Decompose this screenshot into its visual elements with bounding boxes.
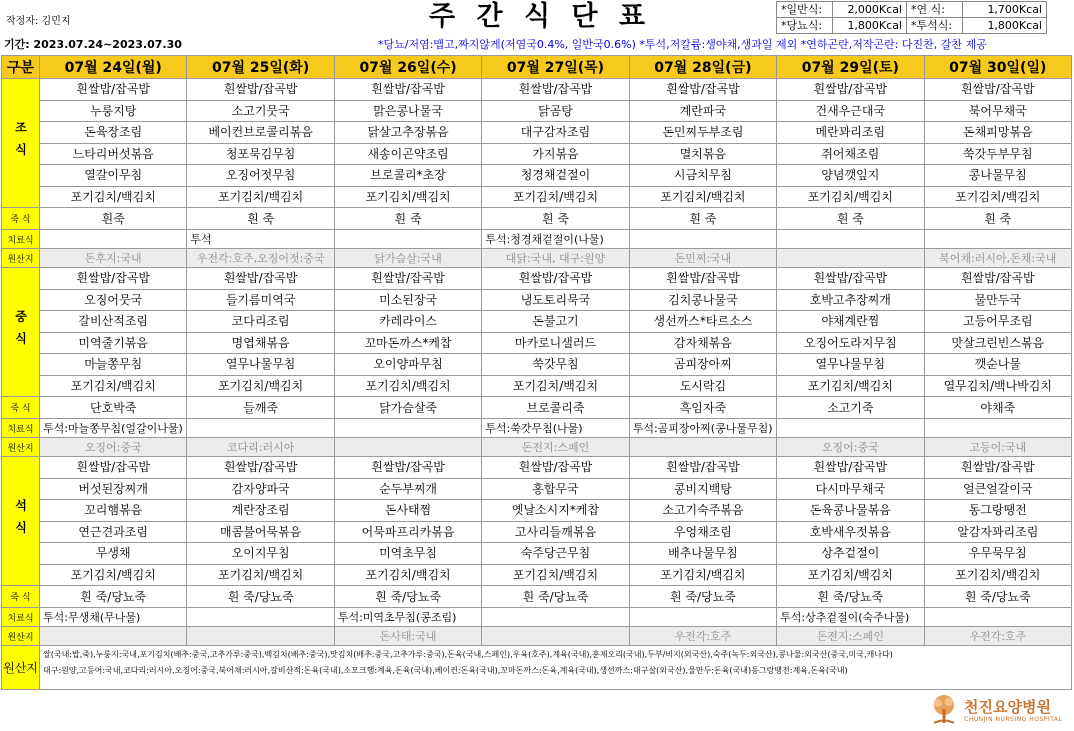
menu-item: 흰쌀밥/잡곡밥: [187, 268, 334, 290]
menu-item: 꼬리햄볶음: [40, 500, 187, 522]
therapy-cell: 투석: [187, 230, 334, 249]
therapy-cell: 투석:상추겉절이(숙주나물): [777, 608, 924, 627]
period-label: 기간: 2023.07.24~2023.07.30: [4, 38, 182, 51]
menu-item: 흰쌀밥/잡곡밥: [777, 268, 924, 290]
therapy-cell: 투석:쑥갓무침(나물): [482, 419, 629, 438]
origin-cell: 돈사태:국내: [334, 627, 481, 646]
therapy-cell: 투석:곰피장아찌(콩나물무침): [629, 419, 776, 438]
menu-item: 흰쌀밥/잡곡밥: [40, 457, 187, 479]
juk-row: [2, 208, 1072, 230]
breakfast-row: [2, 143, 1072, 165]
menu-item: 미소된장국: [334, 289, 481, 311]
juk-cell: 흰 죽: [334, 208, 481, 230]
origin-note-line: 대구:원양,고등어:국내,코다리:러시아,오징어:중국,북어채:러시아,갈비산적:돈육(국내),소모크햄:계육,돈육(국내),베이컨:돈육(국내),꼬마돈까스:돈육,계육(국내),생선까스:대구살(외국산),물만두:돈육(국내)동그랑땡전:계육,돈육(국내): [43, 666, 848, 675]
origin-cell: 코다리:러시아: [187, 438, 334, 457]
menu-item: 쥐어채조림: [777, 143, 924, 165]
menu-item: 오징어뭇국: [40, 289, 187, 311]
calorie-label: *투석식:: [907, 18, 963, 34]
menu-item: 시금치무침: [629, 165, 776, 187]
juk-cell: 흰 죽/당뇨죽: [924, 586, 1071, 608]
origin-cell: 우전각:호주: [629, 627, 776, 646]
origin-cell: 북어채:러시아,돈채:국내: [924, 249, 1071, 268]
therapy-cell: [40, 230, 187, 249]
calorie-row-2: [777, 18, 1047, 34]
menu-item: 돈사태찜: [334, 500, 481, 522]
calorie-value: 2,000Kcal: [833, 2, 907, 18]
menu-item: 느타리버섯볶음: [40, 143, 187, 165]
juk-cell: 들깨죽: [187, 397, 334, 419]
juk-cell: 흰 죽/당뇨죽: [482, 586, 629, 608]
menu-item: 흰쌀밥/잡곡밥: [482, 79, 629, 101]
lunch-label: 중식: [2, 268, 40, 397]
menu-item: 흰쌀밥/잡곡밥: [482, 268, 629, 290]
menu-item: 흰쌀밥/잡곡밥: [187, 457, 334, 479]
menu-item: 포기김치/백김치: [924, 564, 1071, 586]
menu-item: 흰쌀밥/잡곡밥: [629, 457, 776, 479]
menu-item: 닭곰탕: [482, 100, 629, 122]
lunch-row: [2, 289, 1072, 311]
calorie-row-1: [777, 2, 1047, 18]
origin-cell: 고등어:국내: [924, 438, 1071, 457]
dinner-row: [2, 457, 1072, 479]
day-header-row: [2, 56, 1072, 79]
origin-cell: 오징어:중국: [40, 438, 187, 457]
calorie-value: 1,800Kcal: [963, 18, 1047, 34]
therapy-cell: 투석:무생채(무나물): [40, 608, 187, 627]
menu-item: 깻순나물: [924, 354, 1071, 376]
menu-item: 열무나물무침: [187, 354, 334, 376]
menu-item: 대구감자조림: [482, 122, 629, 144]
menu-item: 소고기뭇국: [187, 100, 334, 122]
lunch-row: [2, 354, 1072, 376]
menu-item: 포기김치/백김치: [482, 564, 629, 586]
menu-item: 감자양파국: [187, 478, 334, 500]
therapy-cell: [482, 608, 629, 627]
menu-item: 포기김치/백김치: [629, 564, 776, 586]
lunch-row: [2, 311, 1072, 333]
menu-item: 계란파국: [629, 100, 776, 122]
menu-item: 맛살크린빈스볶음: [924, 332, 1071, 354]
day-header: 07월 28일(금): [629, 56, 776, 79]
breakfast-row: [2, 79, 1072, 101]
menu-item: 순두부찌개: [334, 478, 481, 500]
origin-cell: [334, 438, 481, 457]
menu-item: 마카로니샐러드: [482, 332, 629, 354]
therapy-cell: [777, 419, 924, 438]
menu-item: 버섯된장찌개: [40, 478, 187, 500]
juk-cell: 흰 죽/당뇨죽: [629, 586, 776, 608]
menu-item: 어묵파프리카볶음: [334, 521, 481, 543]
day-header: 07월 24일(월): [40, 56, 187, 79]
menu-item: 미역줄기볶음: [40, 332, 187, 354]
menu-item: 열갈이무침: [40, 165, 187, 187]
dinner-row: [2, 564, 1072, 586]
menu-item: 포기김치/백김치: [40, 564, 187, 586]
menu-item: 김치콩나물국: [629, 289, 776, 311]
menu-item: 배추나물무침: [629, 543, 776, 565]
origin-cell: 대닭:국내, 대구:원양: [482, 249, 629, 268]
origin-cell: [187, 627, 334, 646]
origin-cell: 닭가슴살:국내: [334, 249, 481, 268]
day-header: 07월 26일(수): [334, 56, 481, 79]
origin-row: [2, 627, 1072, 646]
menu-item: 명엽채볶음: [187, 332, 334, 354]
origin-cell: 돈후지:국내: [40, 249, 187, 268]
menu-item: 콩비지백탕: [629, 478, 776, 500]
menu-item: 포기김치/백김치: [40, 186, 187, 208]
juk-row: [2, 397, 1072, 419]
menu-item: 포기김치/백김치: [334, 375, 481, 397]
therapy-cell: [777, 230, 924, 249]
hospital-logo: [928, 694, 1068, 728]
therapy-cell: 투석:마늘쫑무침(얼갈이나물): [40, 419, 187, 438]
menu-item: 다시마무채국: [777, 478, 924, 500]
juk-cell: 단호박죽: [40, 397, 187, 419]
menu-item: 감자채볶음: [629, 332, 776, 354]
day-header: 07월 29일(토): [777, 56, 924, 79]
menu-item: 새송이곤약조림: [334, 143, 481, 165]
menu-item: 포기김치/백김치: [482, 375, 629, 397]
juk-cell: 소고기죽: [777, 397, 924, 419]
origin-cell: [40, 627, 187, 646]
juk-label: 죽 식: [2, 397, 40, 419]
menu-item: 우무묵무침: [924, 543, 1071, 565]
juk-cell: 흰 죽/당뇨죽: [334, 586, 481, 608]
origin-cell: 우전각:호주: [924, 627, 1071, 646]
menu-item: 우엉채조림: [629, 521, 776, 543]
therapy-row: [2, 230, 1072, 249]
menu-item: 동그랑땡전: [924, 500, 1071, 522]
therapy-cell: [334, 419, 481, 438]
menu-item: 계란장조림: [187, 500, 334, 522]
origin-cell: 오징어:중국: [777, 438, 924, 457]
menu-item: 포기김치/백김치: [777, 375, 924, 397]
menu-item: 돈민찌두부조림: [629, 122, 776, 144]
menu-item: 콩나물무침: [924, 165, 1071, 187]
day-header: 07월 25일(화): [187, 56, 334, 79]
therapy-label: 치료식: [2, 419, 40, 438]
lunch-row: [2, 332, 1072, 354]
origin-row: [2, 249, 1072, 268]
therapy-cell: [629, 608, 776, 627]
menu-item: 포기김치/백김치: [187, 186, 334, 208]
menu-item: 흰쌀밥/잡곡밥: [40, 268, 187, 290]
menu-item: 옛날소시지*케찹: [482, 500, 629, 522]
origin-note-line: 쌀(국내:밥,죽),누룽지:국내,포기김치(배추:중국,고추가루:중국),백김치(배추:중국),맛김치(배추:중국,고추가루:중국),돈육(국내,스페인),우육(호주),계육(국내),훈제오리(국내),두부/비지(외국산),숙주(녹두:외국산),콩나물:외국산(중국,미국,캐나다): [43, 650, 893, 659]
juk-cell: 흰 죽/당뇨죽: [40, 586, 187, 608]
breakfast-row: [2, 122, 1072, 144]
therapy-cell: [629, 230, 776, 249]
juk-label: 죽 식: [2, 208, 40, 230]
dinner-row: [2, 543, 1072, 565]
juk-cell: 흑임자죽: [629, 397, 776, 419]
menu-item: 홍합무국: [482, 478, 629, 500]
menu-item: 돈불고기: [482, 311, 629, 333]
menu-item: 청포묵김무침: [187, 143, 334, 165]
menu-item: 흰쌀밥/잡곡밥: [924, 79, 1071, 101]
juk-cell: 야채죽: [924, 397, 1071, 419]
menu-item: 갈비산적조림: [40, 311, 187, 333]
origin-notes: [40, 646, 1072, 690]
juk-label: 죽 식: [2, 586, 40, 608]
tree-logo-icon: [928, 694, 960, 726]
day-header: 07월 27일(목): [482, 56, 629, 79]
menu-item: 포기김치/백김치: [187, 375, 334, 397]
lunch-row: [2, 268, 1072, 290]
menu-item: 곰피장아찌: [629, 354, 776, 376]
dinner-row: [2, 478, 1072, 500]
therapy-cell: [924, 608, 1071, 627]
menu-item: 포기김치/백김치: [187, 564, 334, 586]
calorie-label: *일반식:: [777, 2, 833, 18]
menu-item: 냉도토리묵국: [482, 289, 629, 311]
dinner-label: 석식: [2, 457, 40, 586]
therapy-row: [2, 419, 1072, 438]
menu-item: 포기김치/백김치: [40, 375, 187, 397]
menu-item: 오징어젓무침: [187, 165, 334, 187]
dinner-row: [2, 500, 1072, 522]
menu-item: 흰쌀밥/잡곡밥: [777, 79, 924, 101]
menu-item: 흰쌀밥/잡곡밥: [924, 268, 1071, 290]
origin-notes-row: [2, 646, 1072, 690]
juk-cell: 흰 죽/당뇨죽: [777, 586, 924, 608]
menu-item: 건새우근대국: [777, 100, 924, 122]
origin-cell: 돈전지:스페인: [777, 627, 924, 646]
juk-cell: 닭가슴살죽: [334, 397, 481, 419]
menu-item: 흰쌀밥/잡곡밥: [924, 457, 1071, 479]
breakfast-row: [2, 165, 1072, 187]
therapy-cell: 투석:미역초무침(콩조림): [334, 608, 481, 627]
therapy-cell: [334, 230, 481, 249]
category-header: 구분: [2, 56, 40, 79]
origin-row: [2, 438, 1072, 457]
menu-item: 상추겉절이: [777, 543, 924, 565]
menu-item: 흰쌀밥/잡곡밥: [629, 79, 776, 101]
menu-item: 고등어무조림: [924, 311, 1071, 333]
juk-cell: 흰죽: [40, 208, 187, 230]
menu-item: 멸치볶음: [629, 143, 776, 165]
logo-name: 천진요양병원: [964, 698, 1051, 716]
menu-item: 포기김치/백김치: [334, 186, 481, 208]
origin-cell: 돈전지:스페인: [482, 438, 629, 457]
menu-item: 청경채겉절이: [482, 165, 629, 187]
menu-item: 포기김치/백김치: [334, 564, 481, 586]
origin-label: 원산지: [2, 438, 40, 457]
menu-item: 베이컨브로콜리볶음: [187, 122, 334, 144]
menu-item: 숙주당근무침: [482, 543, 629, 565]
juk-cell: 흰 죽: [482, 208, 629, 230]
calorie-label: *당뇨식:: [777, 18, 833, 34]
menu-item: 흰쌀밥/잡곡밥: [629, 268, 776, 290]
therapy-cell: [187, 419, 334, 438]
menu-item: 돈채피망볶음: [924, 122, 1071, 144]
therapy-cell: [187, 608, 334, 627]
therapy-cell: [924, 230, 1071, 249]
menu-item: 연근견과조림: [40, 521, 187, 543]
menu-item: 북어무채국: [924, 100, 1071, 122]
logo-subtitle: CHUNJIN NURSING HOSPITAL: [964, 716, 1063, 723]
menu-item: 브로콜리*초장: [334, 165, 481, 187]
therapy-cell: [924, 419, 1071, 438]
juk-cell: 브로콜리죽: [482, 397, 629, 419]
calorie-value: 1,800Kcal: [833, 18, 907, 34]
therapy-row: [2, 608, 1072, 627]
therapy-label: 치료식: [2, 230, 40, 249]
calorie-table: [776, 1, 1047, 34]
menu-item: 열무김치/백나박김치: [924, 375, 1071, 397]
menu-item: 미역초무침: [334, 543, 481, 565]
menu-item: 포기김치/백김치: [629, 186, 776, 208]
menu-item: 카레라이스: [334, 311, 481, 333]
breakfast-label: 조식: [2, 79, 40, 208]
menu-item: 닭살고추장볶음: [334, 122, 481, 144]
origin-cell: 우전각:호주,오징어젓:중국: [187, 249, 334, 268]
origin-label: 원산지: [2, 627, 40, 646]
origin-label: 원산지: [2, 249, 40, 268]
calorie-value: 1,700Kcal: [963, 2, 1047, 18]
breakfast-row: [2, 100, 1072, 122]
dinner-row: [2, 521, 1072, 543]
menu-item: 흰쌀밥/잡곡밥: [334, 457, 481, 479]
menu-item: 양념깻잎지: [777, 165, 924, 187]
menu-item: 돈육장조림: [40, 122, 187, 144]
menu-item: 포기김치/백김치: [777, 564, 924, 586]
juk-cell: 흰 죽: [924, 208, 1071, 230]
breakfast-row: [2, 186, 1072, 208]
menu-item: 고사리들깨볶음: [482, 521, 629, 543]
menu-item: 누룽지탕: [40, 100, 187, 122]
origin-cell: [482, 627, 629, 646]
menu-item: 맑은콩나물국: [334, 100, 481, 122]
therapy-cell: 투석:청경채겉절이(나물): [482, 230, 629, 249]
menu-item: 메란꽈리조림: [777, 122, 924, 144]
menu-item: 가지볶음: [482, 143, 629, 165]
menu-item: 흰쌀밥/잡곡밥: [334, 268, 481, 290]
juk-cell: 흰 죽: [777, 208, 924, 230]
author-label: 작정자: 김민지: [6, 16, 71, 27]
menu-item: 열무나물무침: [777, 354, 924, 376]
day-header: 07월 30일(일): [924, 56, 1071, 79]
juk-cell: 흰 죽: [629, 208, 776, 230]
lunch-row: [2, 375, 1072, 397]
juk-cell: 흰 죽: [187, 208, 334, 230]
menu-item: 도시락김: [629, 375, 776, 397]
menu-item: 꼬마돈까스*케찹: [334, 332, 481, 354]
menu-item: 무생채: [40, 543, 187, 565]
menu-item: 흰쌀밥/잡곡밥: [334, 79, 481, 101]
origin-cell: [629, 438, 776, 457]
origin-notes-label: 원산지: [2, 646, 40, 690]
menu-item: 쑥갓두부무침: [924, 143, 1071, 165]
weekly-menu-table: [1, 55, 1072, 690]
menu-item: 흰쌀밥/잡곡밥: [482, 457, 629, 479]
menu-item: 흰쌀밥/잡곡밥: [40, 79, 187, 101]
menu-item: 흰쌀밥/잡곡밥: [187, 79, 334, 101]
diet-note: *당뇨/저염:맵고,짜지않게(저염국0.4%, 일반국0.6%) *투석,저칼륨:생야채,생과일 제외 *연하곤란,저작곤란: 다진찬, 갈찬 제공: [378, 38, 987, 51]
calorie-label: *연 식:: [907, 2, 963, 18]
menu-item: 마늘쫑무침: [40, 354, 187, 376]
menu-item: 포기김치/백김치: [924, 186, 1071, 208]
juk-row: [2, 586, 1072, 608]
menu-item: 쑥갓무침: [482, 354, 629, 376]
menu-item: 알감자꽈리조림: [924, 521, 1071, 543]
origin-cell: 돈민찌:국내: [629, 249, 776, 268]
therapy-label: 치료식: [2, 608, 40, 627]
menu-item: 들기름미역국: [187, 289, 334, 311]
menu-item: 오징어도라지무침: [777, 332, 924, 354]
menu-item: 얼큰얼갈이국: [924, 478, 1071, 500]
menu-item: 생선까스*타르소스: [629, 311, 776, 333]
menu-item: 호박새우젓볶음: [777, 521, 924, 543]
menu-item: 소고기숙주볶음: [629, 500, 776, 522]
menu-item: 호박고추장찌개: [777, 289, 924, 311]
menu-item: 야채계란찜: [777, 311, 924, 333]
menu-item: 포기김치/백김치: [482, 186, 629, 208]
origin-cell: [777, 249, 924, 268]
menu-item: 포기김치/백김치: [777, 186, 924, 208]
menu-item: 흰쌀밥/잡곡밥: [777, 457, 924, 479]
page-title: 주 간 식 단 표: [428, 1, 651, 32]
menu-item: 매콤불어묵볶음: [187, 521, 334, 543]
menu-item: 코다리조림: [187, 311, 334, 333]
menu-item: 물만두국: [924, 289, 1071, 311]
juk-cell: 흰 죽/당뇨죽: [187, 586, 334, 608]
menu-item: 돈육콩나물볶음: [777, 500, 924, 522]
menu-item: 오이지무침: [187, 543, 334, 565]
menu-item: 오이양파무침: [334, 354, 481, 376]
